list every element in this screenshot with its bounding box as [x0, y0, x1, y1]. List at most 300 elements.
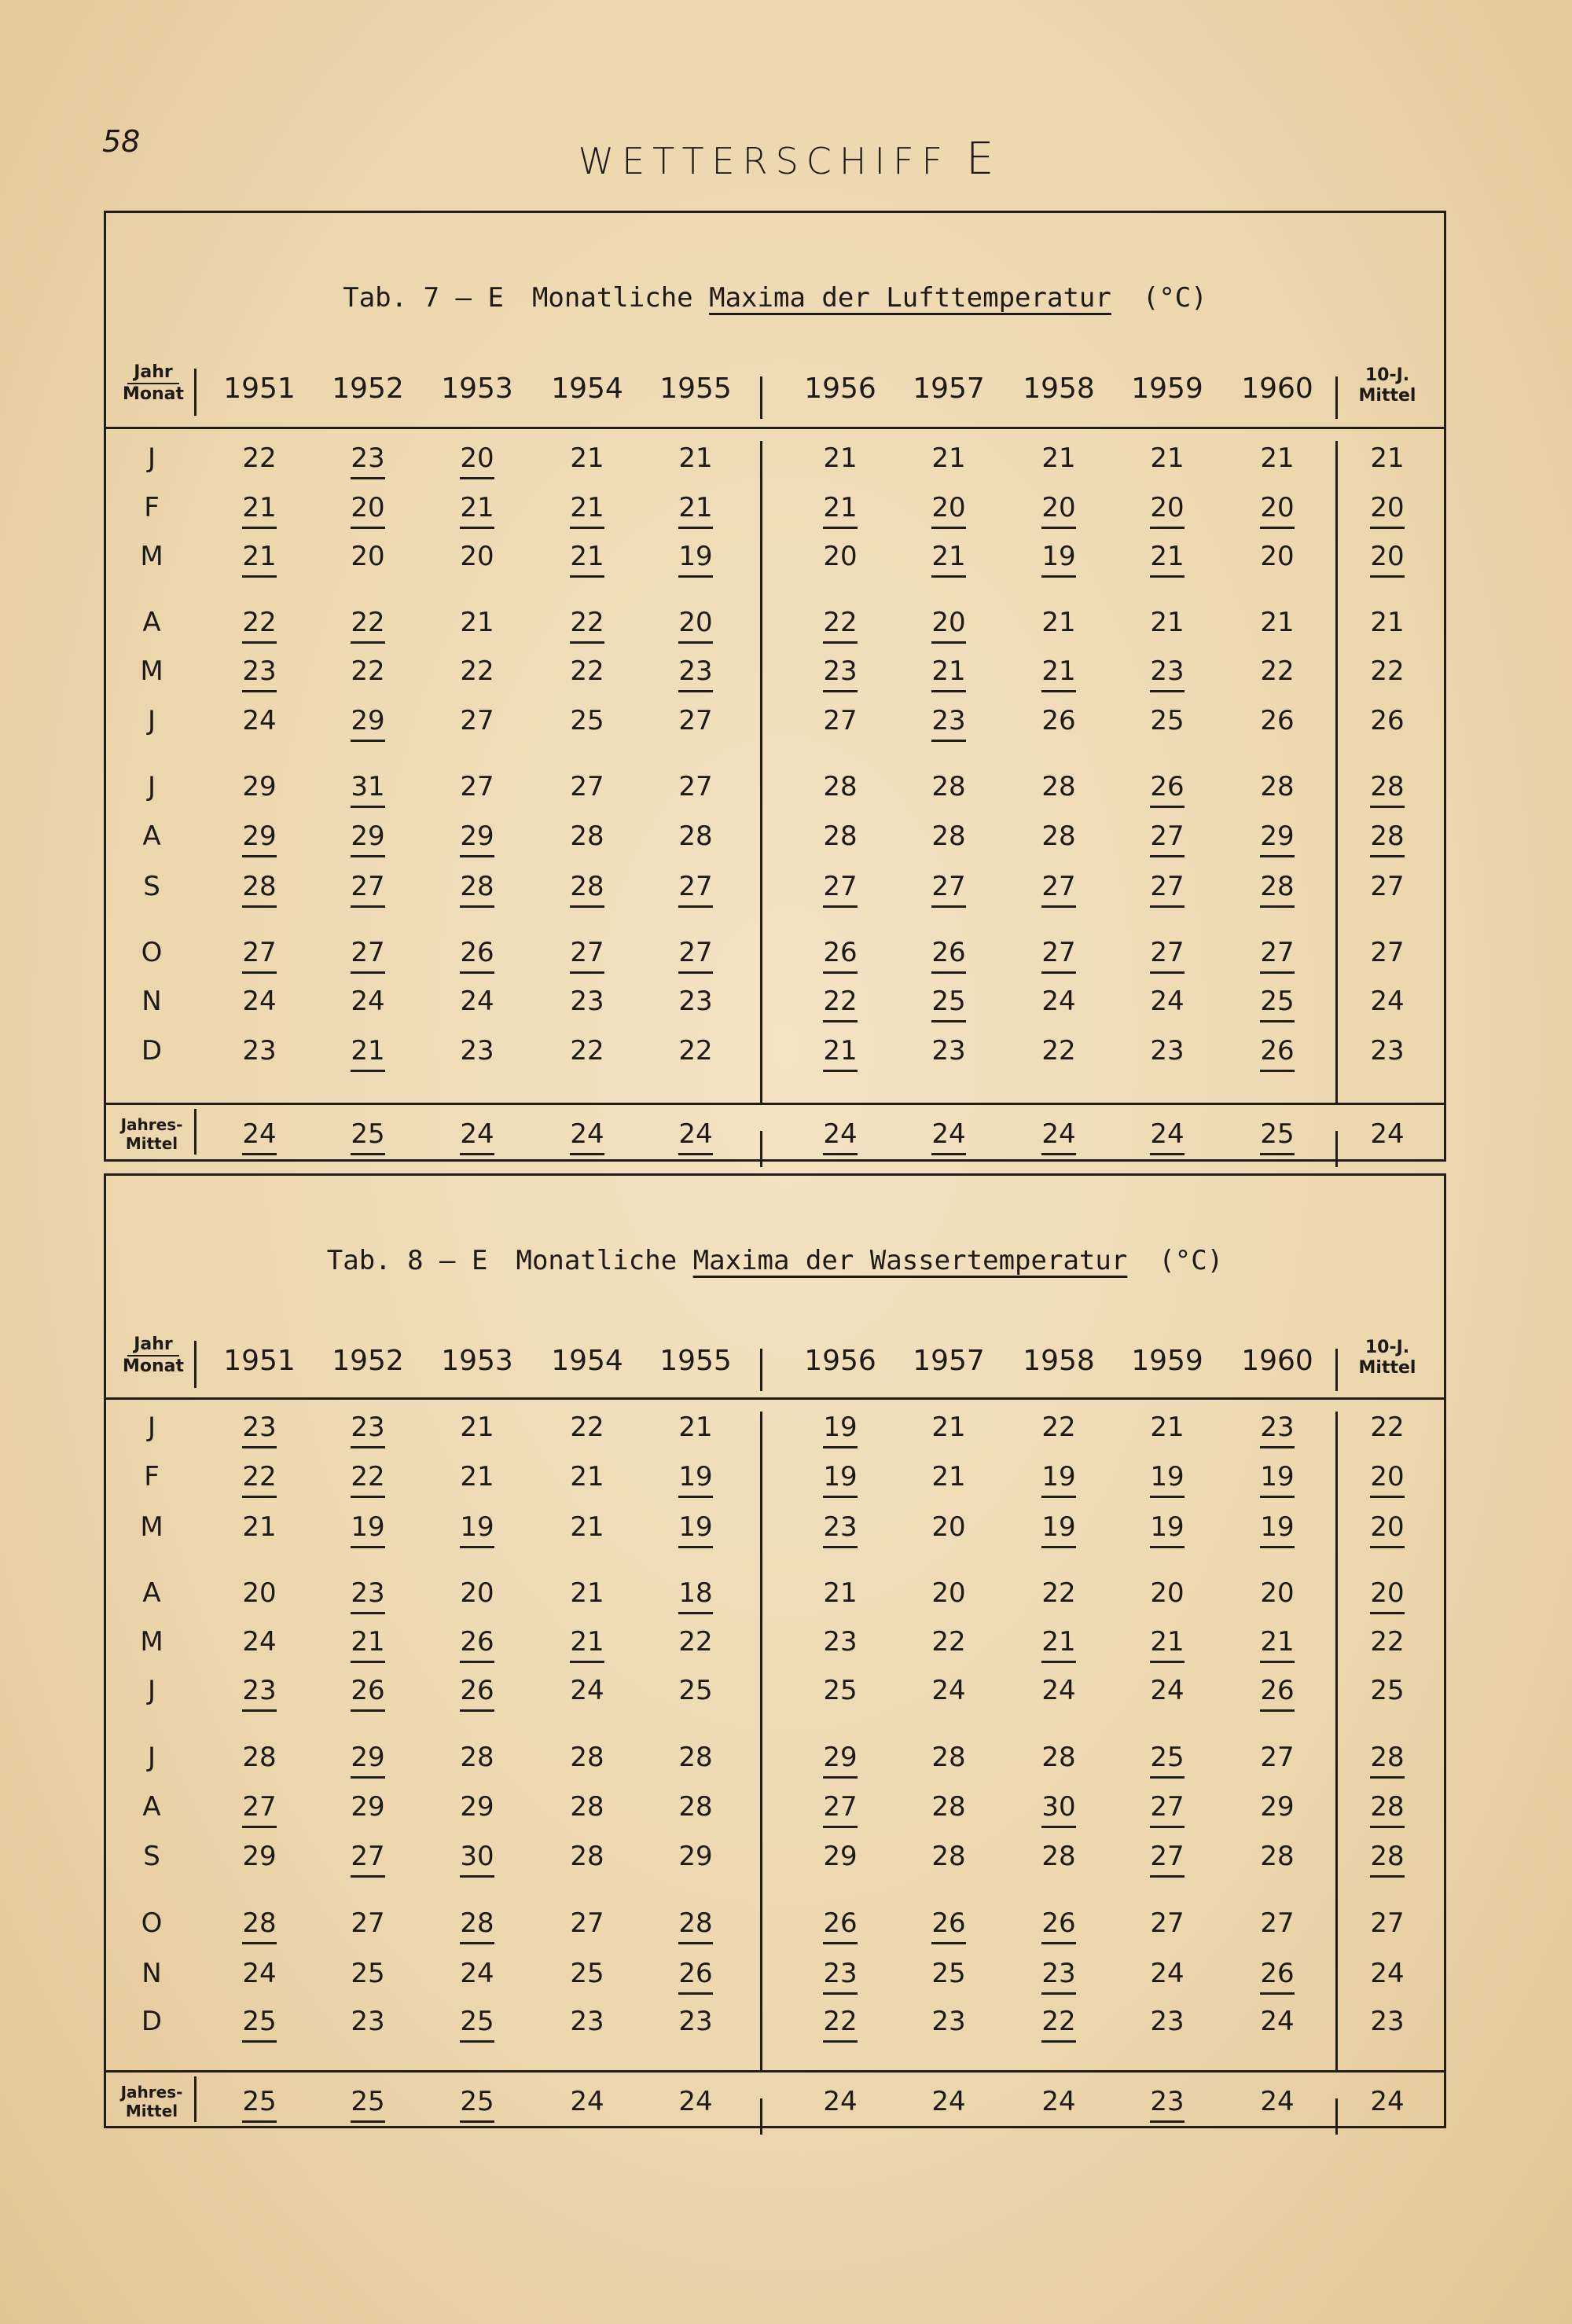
- cell-value: 26: [1041, 705, 1076, 736]
- cell-value: 21: [570, 541, 604, 578]
- table-cell: [430, 442, 524, 474]
- table-cell: [540, 1461, 634, 1492]
- ten-year-mean-cell: [1340, 771, 1434, 802]
- cell-value: 24: [1370, 2086, 1405, 2117]
- yearly-mean-cell: [1012, 1118, 1106, 1150]
- table-cell: [1230, 1907, 1324, 1939]
- cell-value: 26: [1041, 1907, 1075, 1944]
- table-body: [106, 213, 1444, 1159]
- cell-value: 26: [460, 1675, 494, 1712]
- table-cell: [793, 705, 887, 736]
- cell-value: 19: [1041, 1461, 1075, 1498]
- cell-value: 24: [823, 2086, 858, 2117]
- cell-value: 24: [242, 1118, 276, 1155]
- table-cell: [648, 1742, 743, 1773]
- yearly-mean-cell: [648, 2086, 743, 2117]
- cell-value: 28: [1041, 1841, 1076, 1872]
- ten-year-mean-cell: [1340, 871, 1434, 902]
- month-column-divider: [194, 1341, 196, 1388]
- cell-value: 24: [1150, 1675, 1185, 1706]
- table-cell: [212, 705, 307, 736]
- cell-value: 23: [1041, 1958, 1075, 1995]
- month-label: M: [140, 1626, 163, 1658]
- cell-value: 27: [1150, 937, 1184, 974]
- cell-value: 24: [931, 2086, 966, 2117]
- table-cell: [902, 771, 996, 802]
- table-cell: [321, 1626, 415, 1658]
- table-cell: [1120, 2006, 1214, 2037]
- cell-value: 29: [460, 821, 494, 857]
- table-cell: [540, 1577, 634, 1609]
- table-cell: [1012, 771, 1106, 802]
- table-cell: [1120, 705, 1214, 736]
- table-cell: [321, 821, 415, 852]
- table-cell: [540, 871, 634, 902]
- cell-value: 24: [1041, 2086, 1076, 2117]
- ten-year-mean-cell: [1340, 821, 1434, 852]
- cell-value: 21: [1041, 607, 1076, 638]
- year-header: 1952: [332, 1345, 404, 1377]
- cell-value: 20: [1370, 492, 1404, 529]
- table-cell: [902, 655, 996, 687]
- table-cell: [321, 655, 415, 687]
- table-cell: [212, 1461, 307, 1492]
- cell-value: 28: [1041, 821, 1076, 852]
- month-column-divider: [194, 1109, 196, 1155]
- table-cell: [1012, 871, 1106, 902]
- cell-value: 22: [1041, 1035, 1076, 1067]
- cell-value: 23: [678, 655, 712, 692]
- table-cell: [430, 986, 524, 1017]
- cell-value: 20: [931, 492, 965, 529]
- header-divider: [106, 1397, 1444, 1400]
- table-cell: [1230, 2006, 1324, 2037]
- cell-value: 25: [351, 1118, 384, 1155]
- ten-year-mean-cell: [1340, 1461, 1434, 1492]
- mean-column-divider: [1335, 1412, 1338, 2070]
- table-cell: [1120, 1958, 1214, 1989]
- ten-year-mean-cell: [1340, 1791, 1434, 1823]
- cell-value: 23: [1370, 2006, 1405, 2037]
- yearly-mean-cell: [1230, 2086, 1324, 2117]
- cell-value: 27: [1150, 1791, 1184, 1828]
- cell-value: 23: [1260, 1412, 1294, 1448]
- ten-year-mean-cell: [1340, 541, 1434, 572]
- cell-value: 29: [351, 821, 384, 857]
- yearly-mean-cell: [540, 1118, 634, 1150]
- table-cell: [212, 1841, 307, 1872]
- table-cell: [321, 1791, 415, 1823]
- cell-value: 24: [678, 1118, 712, 1155]
- cell-value: 26: [1370, 705, 1405, 736]
- table-cell: [793, 1461, 887, 1492]
- cell-value: 27: [823, 1791, 857, 1828]
- corner-monat: Monat: [122, 1357, 185, 1376]
- table-cell: [212, 1958, 307, 1989]
- period-divider: [760, 1412, 762, 2070]
- table-cell: [430, 1791, 524, 1823]
- table-cell: [1012, 1791, 1106, 1823]
- cell-value: 23: [823, 655, 857, 692]
- table-cell: [212, 1412, 307, 1443]
- table-cell: [902, 1675, 996, 1706]
- table-cell: [793, 1791, 887, 1823]
- yearly-mean-cell: [902, 2086, 996, 2117]
- cell-value: 29: [678, 1841, 713, 1872]
- cell-value: 27: [1370, 871, 1405, 902]
- table-cell: [1120, 1841, 1214, 1872]
- cell-value: 26: [1260, 1958, 1294, 1995]
- table-cell: [430, 821, 524, 852]
- cell-value: 27: [823, 705, 858, 736]
- cell-value: 30: [1041, 1791, 1075, 1828]
- cell-value: 28: [1041, 771, 1076, 802]
- table-cell: [321, 1907, 415, 1939]
- cell-value: 24: [570, 2086, 604, 2117]
- cell-value: 23: [242, 1675, 276, 1712]
- table-cell: [212, 541, 307, 572]
- caption-prefix: Monatliche: [516, 1245, 693, 1276]
- cell-value: 22: [823, 986, 857, 1022]
- table-cell: [430, 1461, 524, 1492]
- table-cell: [1012, 986, 1106, 1017]
- cell-value: 23: [460, 1035, 494, 1067]
- mean-header-line1: 10-J.: [1364, 1338, 1410, 1357]
- table-cell: [430, 655, 524, 687]
- mean-header-line2: Mittel: [1358, 1358, 1416, 1378]
- table-cell: [430, 771, 524, 802]
- table-cell: [212, 607, 307, 638]
- table-cell: [321, 1035, 415, 1067]
- yearly-divider: [106, 1103, 1444, 1105]
- cell-value: 29: [242, 1841, 277, 1872]
- table-cell: [793, 1577, 887, 1609]
- table-cell: [540, 442, 634, 474]
- yearly-mean-cell: [1230, 1118, 1324, 1150]
- table-cell: [1230, 771, 1324, 802]
- cell-value: 27: [1260, 1907, 1295, 1939]
- month-label: A: [142, 607, 161, 638]
- table-cell: [1230, 1675, 1324, 1706]
- month-column-divider: [194, 2076, 196, 2122]
- table-cell: [430, 1742, 524, 1773]
- cell-value: 28: [931, 771, 966, 802]
- table-cell: [430, 541, 524, 572]
- cell-value: 29: [242, 771, 277, 802]
- cell-value: 27: [678, 705, 713, 736]
- cell-value: 24: [570, 1118, 604, 1155]
- table-cell: [1012, 442, 1106, 474]
- table-cell: [793, 541, 887, 572]
- table-cell: [793, 1511, 887, 1543]
- year-header: 1957: [913, 373, 985, 405]
- cell-value: 21: [570, 1626, 604, 1663]
- table-cell: [1230, 1577, 1324, 1609]
- cell-value: 24: [460, 1118, 494, 1155]
- mean-column-divider: [1335, 441, 1338, 1103]
- table-cell: [212, 986, 307, 1017]
- cell-value: 20: [931, 1577, 966, 1609]
- yearly-label-line1: Jahres-: [120, 1115, 183, 1134]
- table-cell: [793, 607, 887, 638]
- cell-value: 21: [931, 1461, 966, 1492]
- cell-value: 19: [678, 1461, 712, 1498]
- cell-value: 27: [1260, 1742, 1295, 1773]
- table-cell: [1120, 821, 1214, 852]
- ten-year-mean-cell: [1340, 1958, 1434, 1989]
- table-cell: [648, 821, 743, 852]
- cell-value: 28: [242, 871, 276, 908]
- cell-value: 21: [1150, 607, 1185, 638]
- table-cell: [321, 1577, 415, 1609]
- table-cell: [212, 937, 307, 968]
- table-cell: [1012, 1675, 1106, 1706]
- cell-value: 24: [351, 986, 385, 1017]
- table-cell: [1120, 1577, 1214, 1609]
- table-cell: [793, 1907, 887, 1939]
- table-cell: [648, 442, 743, 474]
- cell-value: 22: [570, 607, 604, 644]
- cell-value: 25: [1260, 1118, 1294, 1155]
- cell-value: 20: [1260, 1577, 1295, 1609]
- cell-value: 21: [351, 1035, 384, 1072]
- cell-value: 18: [678, 1577, 712, 1614]
- table-cell: [321, 492, 415, 523]
- table-cell: [540, 1791, 634, 1823]
- cell-value: 28: [931, 821, 966, 852]
- cell-value: 25: [1150, 1742, 1184, 1779]
- month-label: J: [147, 1742, 156, 1773]
- table-body: [106, 1176, 1444, 2126]
- cell-value: 20: [1150, 1577, 1185, 1609]
- table-cell: [648, 986, 743, 1017]
- table-cell: [902, 1412, 996, 1443]
- table-cell: [430, 705, 524, 736]
- table-cell: [793, 1675, 887, 1706]
- cell-value: 27: [351, 871, 384, 908]
- table-cell: [902, 1907, 996, 1939]
- cell-value: 22: [242, 1461, 276, 1498]
- cell-value: 22: [823, 2006, 857, 2043]
- year-header: 1956: [804, 373, 876, 405]
- cell-value: 24: [1260, 2086, 1295, 2117]
- table-cell: [648, 1907, 743, 1939]
- table-cell: [1012, 1907, 1106, 1939]
- yearly-mean-cell: [1120, 1118, 1214, 1150]
- cell-value: 27: [460, 705, 494, 736]
- table-cell: [430, 2006, 524, 2037]
- year-header: 1955: [659, 373, 732, 405]
- cell-value: 26: [1260, 705, 1295, 736]
- cell-value: 21: [823, 442, 858, 474]
- table-cell: [1012, 1841, 1106, 1872]
- table-cell: [321, 2006, 415, 2037]
- cell-value: 23: [351, 2006, 385, 2037]
- cell-value: 27: [1041, 937, 1075, 974]
- cell-value: 27: [1370, 937, 1405, 968]
- table-cell: [540, 771, 634, 802]
- month-label: A: [142, 821, 161, 852]
- table-cell: [1120, 1675, 1214, 1706]
- cell-value: 26: [931, 1907, 965, 1944]
- table-cell: [540, 1675, 634, 1706]
- table-cell: [540, 607, 634, 638]
- yearly-mean-cell: [321, 2086, 415, 2117]
- cell-value: 27: [351, 1841, 384, 1878]
- table-cell: [793, 655, 887, 687]
- cell-value: 20: [1041, 492, 1075, 529]
- cell-value: 31: [351, 771, 384, 808]
- year-header: 1953: [441, 1345, 513, 1377]
- table-cell: [540, 937, 634, 968]
- cell-value: 29: [242, 821, 276, 857]
- cell-value: 20: [1370, 541, 1404, 578]
- table-cell: [793, 492, 887, 523]
- table-cell: [321, 607, 415, 638]
- table-cell: [902, 1841, 996, 1872]
- ten-year-mean-cell: [1340, 442, 1434, 474]
- table-cell: [540, 1958, 634, 1989]
- cell-value: 21: [460, 1412, 494, 1443]
- cell-value: 21: [460, 1461, 494, 1492]
- period-divider: [760, 1349, 762, 1391]
- cell-value: 24: [1370, 986, 1405, 1017]
- yearly-mean-cell: [430, 2086, 524, 2117]
- cell-value: 21: [242, 492, 276, 529]
- cell-value: 23: [351, 1577, 384, 1614]
- cell-value: 21: [1150, 442, 1185, 474]
- table-cell: [1230, 705, 1324, 736]
- cell-value: 22: [242, 607, 276, 644]
- month-label: J: [147, 1412, 156, 1443]
- cell-value: 27: [678, 871, 712, 908]
- mean-header-line2: Mittel: [1358, 386, 1416, 406]
- table-cell: [1012, 1958, 1106, 1989]
- table-cell: [212, 442, 307, 474]
- year-header: 1956: [804, 1345, 876, 1377]
- ten-year-mean-cell: [1340, 1035, 1434, 1067]
- table-cell: [1230, 1841, 1324, 1872]
- header-divider: [106, 427, 1444, 429]
- ten-year-mean-cell: [1340, 705, 1434, 736]
- cell-value: 23: [351, 1412, 384, 1448]
- table-cell: [1012, 1461, 1106, 1492]
- table-cell: [1230, 1511, 1324, 1543]
- table-cell: [321, 937, 415, 968]
- table-cell: [212, 771, 307, 802]
- ten-year-mean-cell: [1340, 1742, 1434, 1773]
- cell-value: 25: [242, 2086, 276, 2123]
- table-cell: [212, 1035, 307, 1067]
- month-label: J: [147, 1675, 156, 1706]
- year-header: 1959: [1131, 1345, 1203, 1377]
- period-divider: [760, 2098, 762, 2135]
- cell-value: 21: [570, 492, 604, 529]
- ten-year-mean-cell: [1340, 1841, 1434, 1872]
- cell-value: 19: [1260, 1511, 1294, 1548]
- table-cell: [1120, 1035, 1214, 1067]
- table-cell: [1012, 705, 1106, 736]
- cell-value: 25: [351, 2086, 384, 2123]
- ten-year-mean-cell: [1340, 986, 1434, 1017]
- ten-year-mean-cell: [1340, 1907, 1434, 1939]
- month-label: M: [140, 655, 163, 687]
- table-cell: [430, 1907, 524, 1939]
- table-cell: [648, 541, 743, 572]
- table-cell: [540, 986, 634, 1017]
- cell-value: 27: [570, 1907, 604, 1939]
- table-cell: [1230, 821, 1324, 852]
- month-label: D: [141, 1035, 163, 1067]
- cell-value: 25: [931, 986, 965, 1022]
- table-cell: [540, 1907, 634, 1939]
- table-cell: [902, 1511, 996, 1543]
- cell-value: 24: [460, 986, 494, 1017]
- table-cell: [1012, 937, 1106, 968]
- cell-value: 26: [1150, 771, 1184, 808]
- cell-value: 24: [1041, 1675, 1076, 1706]
- cell-value: 24: [1370, 1118, 1405, 1150]
- cell-value: 25: [570, 1958, 604, 1989]
- yearly-label-line1: Jahres-: [120, 2083, 183, 2102]
- cell-value: 22: [351, 1461, 384, 1498]
- cell-value: 19: [823, 1461, 857, 1498]
- cell-value: 29: [823, 1742, 857, 1779]
- table-cell: [321, 1412, 415, 1443]
- cell-value: 22: [1041, 1412, 1076, 1443]
- table-cell: [1012, 1035, 1106, 1067]
- cell-value: 21: [1041, 655, 1075, 692]
- cell-value: 23: [1150, 655, 1184, 692]
- cell-value: 19: [1041, 541, 1075, 578]
- caption-title: Maxima der Wassertemperatur: [692, 1245, 1128, 1276]
- cell-value: 21: [678, 492, 712, 529]
- cell-value: 23: [931, 2006, 966, 2037]
- ten-year-mean-cell: [1340, 492, 1434, 523]
- table-cell: [648, 1791, 743, 1823]
- cell-value: 28: [1370, 1841, 1404, 1878]
- cell-value: 25: [1150, 705, 1185, 736]
- cell-value: 29: [823, 1841, 858, 1872]
- cell-value: 24: [931, 1675, 966, 1706]
- cell-value: 28: [823, 771, 858, 802]
- table-cell: [321, 986, 415, 1017]
- month-label: N: [141, 986, 162, 1017]
- cell-value: 26: [931, 937, 965, 974]
- cell-value: 29: [1260, 821, 1294, 857]
- cell-value: 23: [570, 986, 604, 1017]
- cell-value: 27: [678, 771, 713, 802]
- cell-value: 21: [678, 1412, 713, 1443]
- table-cell: [1012, 1626, 1106, 1658]
- month-label: M: [140, 541, 163, 572]
- cell-value: 20: [460, 1577, 494, 1609]
- table-cell: [1120, 607, 1214, 638]
- table-cell: [212, 492, 307, 523]
- table-cell: [1230, 1791, 1324, 1823]
- table-cell: [212, 871, 307, 902]
- table-cell: [793, 1841, 887, 1872]
- cell-value: 26: [351, 1675, 384, 1712]
- table-cell: [540, 1511, 634, 1543]
- table-cell: [1120, 1511, 1214, 1543]
- cell-value: 21: [1370, 442, 1405, 474]
- table-cell: [1120, 986, 1214, 1017]
- cell-value: 29: [1260, 1791, 1295, 1823]
- cell-value: 20: [351, 541, 385, 572]
- yearly-label-line2: Mittel: [125, 2102, 178, 2120]
- mean-column-divider: [1335, 1131, 1338, 1167]
